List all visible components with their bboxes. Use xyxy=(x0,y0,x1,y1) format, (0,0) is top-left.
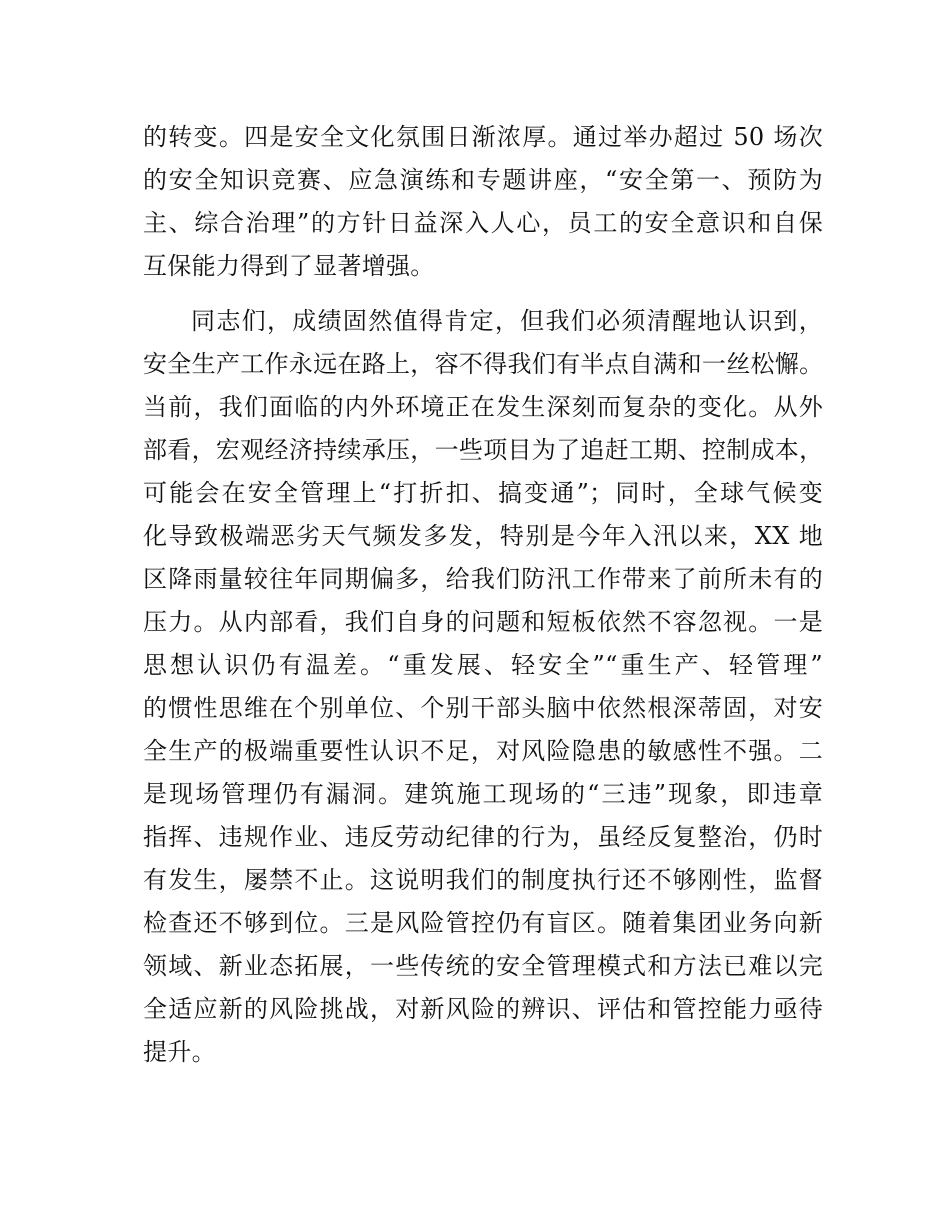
text-line: 互保能力得到了显著增强。 xyxy=(143,252,435,280)
text-line: 领域、新业态拓展，一些传统的安全管理模式和方法已难以完 xyxy=(143,952,823,980)
text-line: 全生产的极端重要性认识不足，对风险隐患的敏感性不强。二 xyxy=(143,737,823,765)
text-line: 安全生产工作永远在路上，容不得我们有半点自满和一丝松懈。 xyxy=(143,350,824,378)
text-line: 区降雨量较往年同期偏多，给我们防汛工作带来了前所未有的 xyxy=(143,565,823,593)
text-line: 当前，我们面临的内外环境正在发生深刻而复杂的变化。从外 xyxy=(143,393,823,421)
text-line: 化导致极端恶劣天气频发多发，特别是今年入汛以来，XX 地 xyxy=(143,522,823,550)
text-line: 检查还不够到位。三是风险管控仍有盲区。随着集团业务向新 xyxy=(143,909,823,937)
text-line: 全适应新的风险挑战，对新风险的辨识、评估和管控能力亟待 xyxy=(143,995,823,1023)
text-line: 同志们，成绩固然值得肯定，但我们必须清醒地认识到， xyxy=(191,307,823,335)
text-line: 是现场管理仍有漏洞。建筑施工现场的“三违”现象，即违章 xyxy=(143,780,823,808)
text-line: 压力。从内部看，我们自身的问题和短板依然不容忽视。一是 xyxy=(143,608,823,636)
text-line: 的安全知识竞赛、应急演练和专题讲座，“安全第一、预防为 xyxy=(143,166,823,194)
text-line: 指挥、违规作业、违反劳动纪律的行为，虽经反复整治，仍时 xyxy=(143,823,823,851)
text-line: 思想认识仍有温差。“重发展、轻安全”“重生产、轻管理” xyxy=(143,651,823,679)
text-line: 部看，宏观经济持续承压，一些项目为了追赶工期、控制成本， xyxy=(143,436,824,464)
text-line: 有发生，屡禁不止。这说明我们的制度执行还不够刚性，监督 xyxy=(143,866,823,894)
text-line: 提升。 xyxy=(143,1038,216,1066)
text-line: 的转变。四是安全文化氛围日渐浓厚。通过举办超过 50 场次 xyxy=(143,123,823,151)
text-line: 的惯性思维在个别单位、个别干部头脑中依然根深蒂固，对安 xyxy=(143,694,823,722)
text-line: 可能会在安全管理上“打折扣、搞变通”；同时，全球气候变 xyxy=(143,479,823,507)
text-line: 主、综合治理”的方针日益深入人心，员工的安全意识和自保 xyxy=(143,209,823,237)
